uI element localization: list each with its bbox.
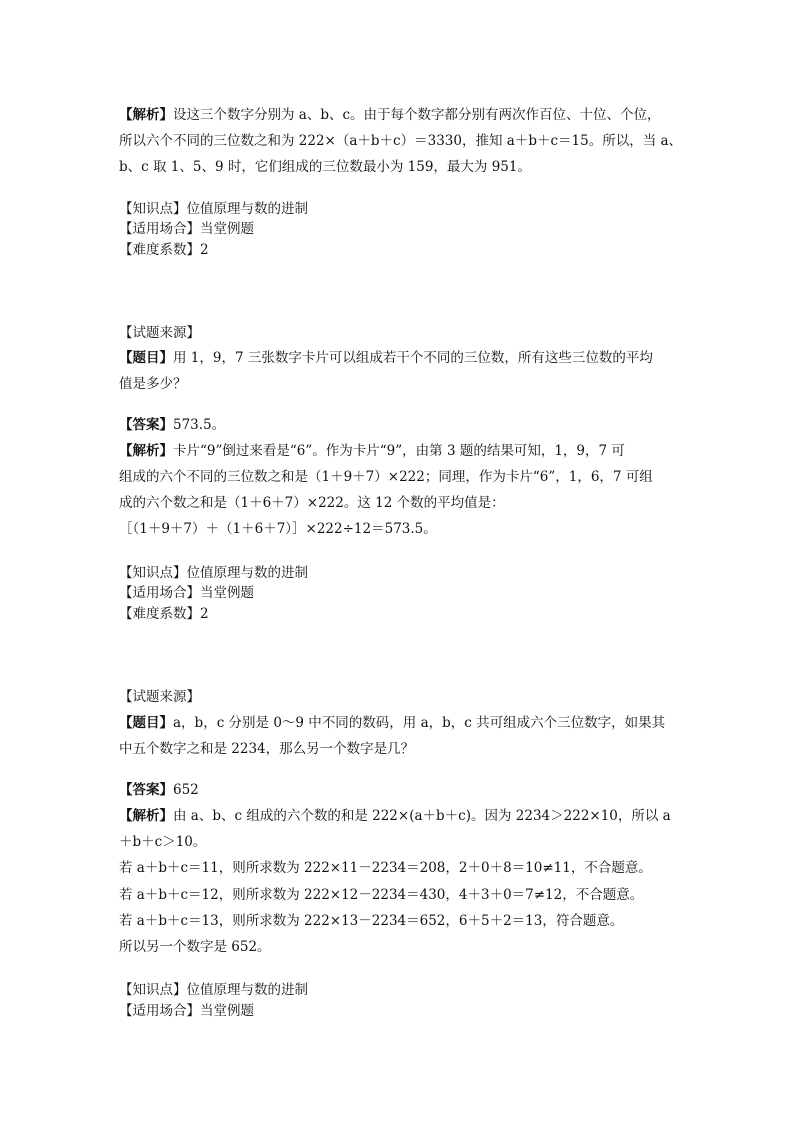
analysis-line: 组成的六个不同的三位数之和是（1＋9＋7）×222；同理，作为卡片“6”，1，6，7 可组 [119,469,653,485]
question-line: 中五个数字之和是 2234，那么另一个数字是几？ [119,741,415,757]
difficulty-level: 【难度系数】2 [119,242,209,258]
analysis-line: 【解析】由 a、b、c 组成的六个数的和是 222×(a＋b＋c)。因为 2234＞222×10，所以 a [119,808,671,824]
answer-tag: 【答案】 [119,417,173,433]
answer-value: 573.5。 [173,417,226,433]
difficulty-level: 【难度系数】2 [119,606,209,622]
answer-line [119,781,679,799]
analysis-line: 所以六个不同的三位数之和为 222×（a＋b＋c）＝3330，推知 a＋b＋c＝15。所以，当 a、 [119,133,683,149]
question-line: 【题目】a，b，c 分别是 0～9 中不同的数码，用 a，b，c 共可组成六个三位数字，如果其 [119,715,666,731]
applicable-scenario: 【适用场合】当堂例题 [119,1003,254,1019]
question-tag: 【题目】 [119,715,173,731]
analysis-tag: 【解析】 [119,443,173,459]
analysis-line: 所以另一个数字是 652。 [119,939,271,955]
analysis-line: 若 a＋b＋c＝12，则所求数为 222×12－2234＝430，4＋3＋0＝7≠12，不合题意。 [119,887,644,903]
answer-tag: 【答案】 [119,782,173,798]
analysis-line: 成的六个数之和是（1＋6＋7）×222。这 12 个数的平均值是： [119,495,505,511]
analysis-line: 【解析】设这三个数字分别为 a、b、c。由于每个数字都分别有两次作百位、十位、个位， [119,107,661,123]
applicable-scenario: 【适用场合】当堂例题 [119,585,254,601]
knowledge-point: 【知识点】位值原理与数的进制 [119,201,308,217]
analysis-line: 【解析】卡片“9”倒过来看是“6”。作为卡片“9”，由第 3 题的结果可知，1，9，7 可 [119,443,625,459]
analysis-line: 若 a＋b＋c＝13，则所求数为 222×13－2234＝652，6＋5＋2＝13，符合题意。 [119,913,624,929]
knowledge-point: 【知识点】位值原理与数的进制 [119,982,308,998]
question-line: 【题目】用 1，9，7 三张数字卡片可以组成若干个不同的三位数，所有这些三位数的平均 [119,350,653,366]
question-source: 【试题来源】 [119,325,200,341]
knowledge-point: 【知识点】位值原理与数的进制 [119,565,308,581]
question-line: 值是多少？ [119,376,187,392]
analysis-line: ［（1＋9＋7）＋（1＋6＋7）］×222÷12＝573.5。 [119,521,437,537]
answer-value: 652 [173,782,199,798]
analysis-line: ＋b＋c＞10。 [119,834,207,850]
applicable-scenario: 【适用场合】当堂例题 [119,221,254,237]
analysis-line: b、c 取 1、5、9 时，它们组成的三位数最小为 159，最大为 951。 [119,159,531,175]
answer-line [119,416,679,434]
analysis-tag: 【解析】 [119,107,173,123]
analysis-tag: 【解析】 [119,808,173,824]
analysis-line: 若 a＋b＋c＝11，则所求数为 222×11－2234＝208，2＋0＋8＝10≠11，不合题意。 [119,860,652,876]
question-tag: 【题目】 [119,350,173,366]
question-source: 【试题来源】 [119,689,200,705]
